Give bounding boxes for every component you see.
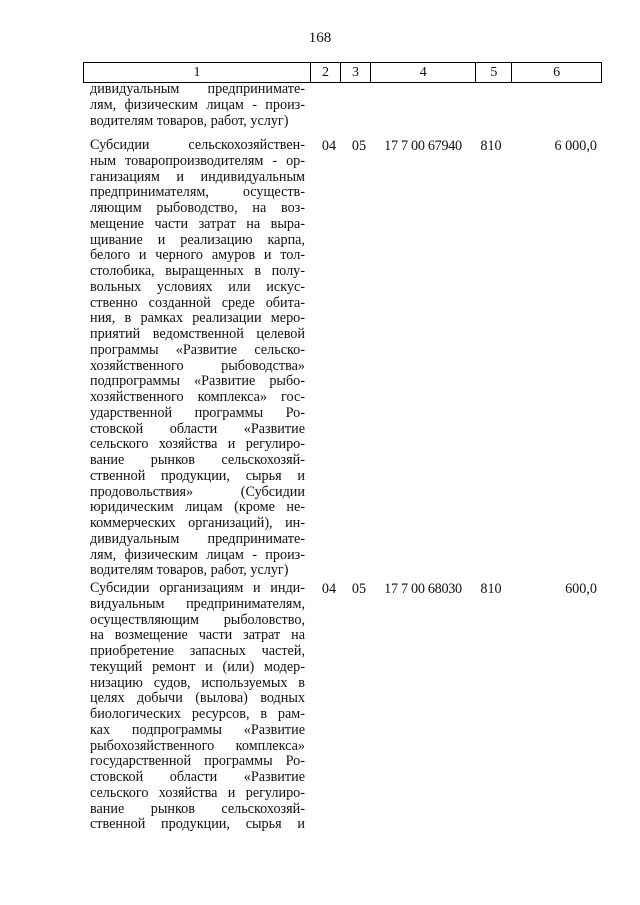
- header-col-1: 1: [84, 63, 311, 82]
- desc-line: низацию судов, используемых в: [90, 674, 305, 691]
- desc-line: белого и черного амуров и тол-: [90, 247, 305, 264]
- desc-line: водителям товаров, работ, услуг): [90, 112, 289, 129]
- desc-line: вание рынков сельскохозяй-: [90, 452, 305, 468]
- desc-line: лям, физическим лицам - произ-: [90, 96, 305, 113]
- desc-line: мещение части затрат на выра-: [90, 215, 305, 232]
- desc-line: ственной продукции, сырья и: [90, 467, 305, 484]
- row-1-expense-type: 810: [480, 138, 502, 154]
- desc-line: ственно созданной среде обита-: [90, 294, 305, 311]
- desc-line: ляющим рыбоводство, на воз-: [90, 200, 305, 216]
- desc-line: юридическим лицам (кроме не-: [90, 499, 305, 516]
- desc-line: приятий ведомственной целевой: [90, 326, 305, 342]
- row-2-description: [90, 581, 305, 833]
- desc-line: Субсидии сельскохозяйствен-: [90, 137, 305, 153]
- desc-line: подпрограммы «Развитие рыбо-: [90, 373, 305, 390]
- row-1-target-article: 17 7 00 67940: [384, 138, 462, 154]
- desc-line: дивидуальным предпринимате-: [90, 530, 305, 547]
- row-2-target-article: 17 7 00 68030: [384, 581, 462, 597]
- desc-line: дивидуальным предпринимате-: [90, 81, 305, 97]
- row-1-sum: 6 000,0: [554, 138, 597, 154]
- desc-line: ганизациям и индивидуальным: [90, 168, 305, 185]
- desc-line: сельского хозяйства и регулиро-: [90, 436, 305, 453]
- desc-line: видуальным предпринимателям,: [90, 595, 305, 612]
- desc-line: хозяйственного комплекса» гос-: [90, 389, 305, 405]
- page-number: 168: [308, 30, 332, 46]
- header-col-5: 5: [476, 63, 512, 82]
- row-1-podrazdel: 05: [351, 138, 367, 154]
- desc-line: осуществляющим рыболовство,: [90, 611, 305, 628]
- desc-line: ным товаропроизводителям - ор-: [90, 152, 305, 169]
- row-2-sum: 600,0: [565, 581, 597, 597]
- desc-line: ках подпрограммы «Развитие: [90, 721, 305, 738]
- desc-line: столобика, выращенных в полу-: [90, 263, 305, 279]
- desc-line: стовской области «Развитие: [90, 420, 305, 437]
- desc-line: вание рынков сельскохозяй-: [90, 800, 305, 817]
- desc-line: вольных условиях или искус-: [90, 278, 305, 295]
- desc-line: текущий ремонт и (или) модер-: [90, 658, 305, 675]
- header-col-4: 4: [371, 63, 477, 82]
- header-col-2: 2: [311, 63, 341, 82]
- header-col-6: 6: [553, 65, 561, 80]
- row-2-expense-type: 810: [480, 581, 502, 597]
- desc-line: водителям товаров, работ, услуг): [90, 562, 289, 579]
- desc-line: приобретение запасных частей,: [90, 643, 305, 659]
- continuation-description: [90, 82, 305, 129]
- desc-line: продовольствия» (Субсидии: [90, 483, 305, 500]
- desc-line: предпринимателям, осуществ-: [90, 184, 305, 201]
- table-header-row: [83, 62, 602, 83]
- desc-line: стовской области «Развитие: [90, 769, 305, 785]
- desc-line: Субсидии организациям и инди-: [90, 580, 305, 596]
- row-1-description: [90, 138, 305, 579]
- desc-line: ния, в рамках реализации меро-: [90, 310, 305, 327]
- desc-line: на возмещение части затрат на: [90, 627, 305, 644]
- row-1-razdel: 04: [321, 138, 337, 154]
- desc-line: программы «Развитие сельско-: [90, 341, 305, 358]
- desc-line: сельского хозяйства и регулиро-: [90, 784, 305, 801]
- desc-line: лям, физическим лицам - произ-: [90, 546, 305, 563]
- desc-line: биологических ресурсов, в рам-: [90, 706, 305, 722]
- desc-line: щивание и реализацию карпа,: [90, 231, 305, 248]
- desc-line: рыбохозяйственного комплекса»: [90, 737, 305, 754]
- desc-line: государственной программы Ро-: [90, 753, 305, 770]
- desc-line: ственной продукции, сырья и: [90, 816, 305, 833]
- desc-line: коммерческих организаций), ин-: [90, 515, 305, 531]
- row-2-podrazdel: 05: [351, 581, 367, 597]
- desc-line: целях добычи (вылова) водных: [90, 690, 305, 707]
- desc-line: ударственной программы Ро-: [90, 404, 305, 421]
- row-2-razdel: 04: [321, 581, 337, 597]
- desc-line: хозяйственного рыбоводства»: [90, 357, 305, 374]
- header-col-3: 3: [341, 63, 371, 82]
